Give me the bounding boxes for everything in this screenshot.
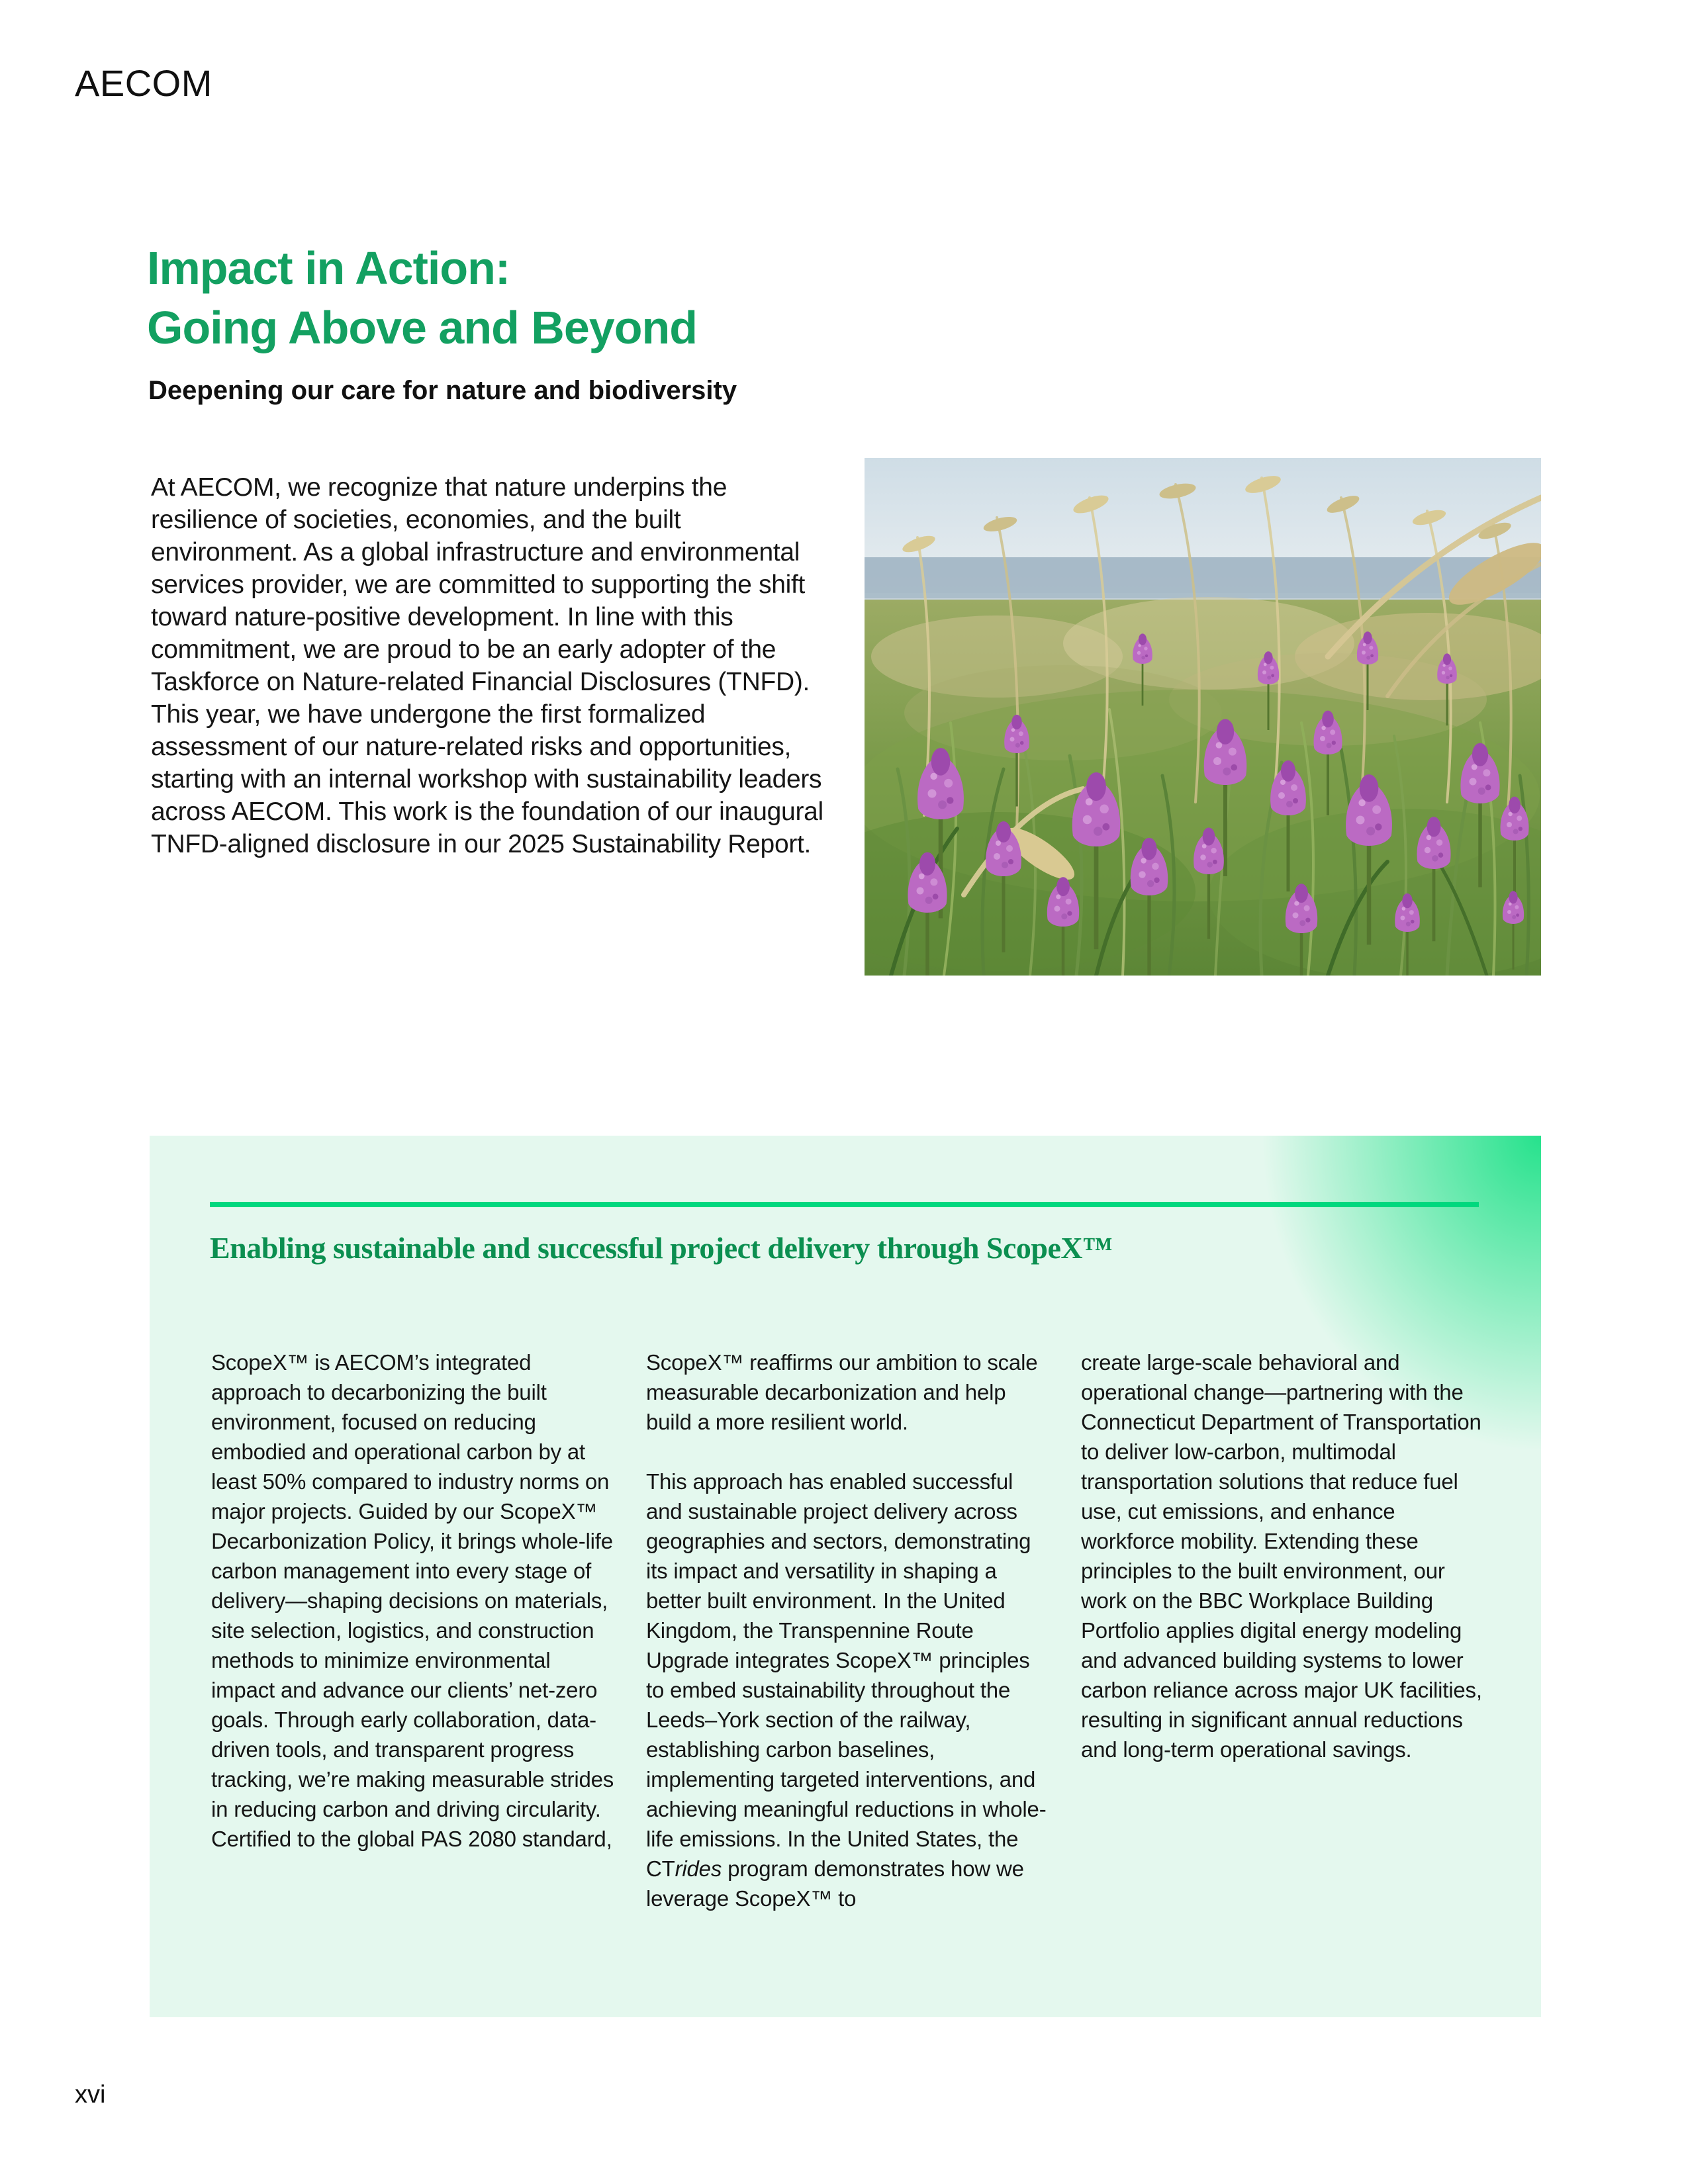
article-title-line1: Impact in Action: — [147, 242, 510, 294]
page-number: xvi — [75, 2081, 106, 2109]
panel-divider-rule — [210, 1202, 1479, 1207]
brand-logo: AECOM — [75, 62, 212, 104]
column2-paragraph-2 — [646, 1467, 1051, 1913]
article-subtitle: Deepening our care for nature and biodiversity — [148, 376, 737, 405]
panel-column-3 — [1081, 1347, 1486, 1913]
meadow-illustration — [865, 458, 1541, 976]
intro-paragraph: At AECOM, we recognize that nature underpins the resilience of societies, economies, and the built environment. As a global infrastructure and environmental services provider, we are committed to supporting the shift toward nature-positive development. In line with this commitment, we are proud to be an early adopter of the Taskforce on Nature-related Financial Disclosures (TNFD). This year, we have undergone the first formalized assessment of our nature-related risks and opportunities, starting with an internal workshop with sustainability leaders across AECOM. This work is the foundation of our inaugural TNFD-aligned disclosure in our 2025 Sustainability Report. — [151, 473, 823, 858]
article-title-line2: Going Above and Beyond — [147, 302, 697, 353]
ctrides-italic: rides — [675, 1856, 722, 1881]
article-title — [147, 238, 697, 357]
column2-paragraph-2-tail: program demonstrates how we leverage ScopeX™ to — [646, 1856, 1024, 1911]
field — [865, 597, 1541, 976]
feature-panel — [150, 1136, 1541, 2017]
panel-column-1 — [211, 1347, 616, 1913]
column3-paragraph: create large-scale behavioral and operational change—partnering with the Connecticut Department of Transportation to deliver low-carbon, multimodal transportation solutions that reduce fuel use, cut emissions, and enhance workforce mobility. Extending these principles to the built environment, our work on the BBC Workplace Building Portfolio applies digital energy modeling and advanced building systems to lower carbon reliance across major UK facilities, resulting in significant annual reductions and long-term operational savings. — [1081, 1350, 1482, 1762]
column2-paragraph-2-text: This approach has enabled successful and sustainable project delivery across geographies and sectors, demonstrating its impact and versatility in shaping a better built environment. In the United Kingdom, the Transpennine Route Upgrade integrates ScopeX™ principles to embed sustainability throughout the Leeds–York section of the railway, establishing carbon baselines, implementing targeted interventions, and achieving meaningful reductions in whole-life emissions. In the United States, the CT — [646, 1469, 1047, 1881]
panel-column-2 — [646, 1347, 1051, 1913]
panel-heading: Enabling sustainable and successful project delivery through ScopeX™ — [210, 1231, 1113, 1265]
column1-paragraph: ScopeX™ is AECOM’s integrated approach to decarbonizing the built environment, focused on reducing embodied and operational carbon by at least 50% compared to industry norms on major projects. Guided by our ScopeX™ Decarbonization Policy, it brings whole-life carbon management into every stage of delivery—shaping decisions on materials, site selection, logistics, and construction methods to minimize environmental impact and advance our clients’ net-zero goals. Through early collaboration, data-driven tools, and transparent progress tracking, we’re making measurable strides in reducing carbon and driving circularity. Certified to the global PAS 2080 standard, — [211, 1350, 614, 1851]
meadow-photo — [865, 458, 1541, 976]
column2-paragraph-1: ScopeX™ reaffirms our ambition to scale measurable decarbonization and help build a more resilient world. — [646, 1350, 1038, 1434]
panel-columns — [211, 1347, 1486, 1913]
